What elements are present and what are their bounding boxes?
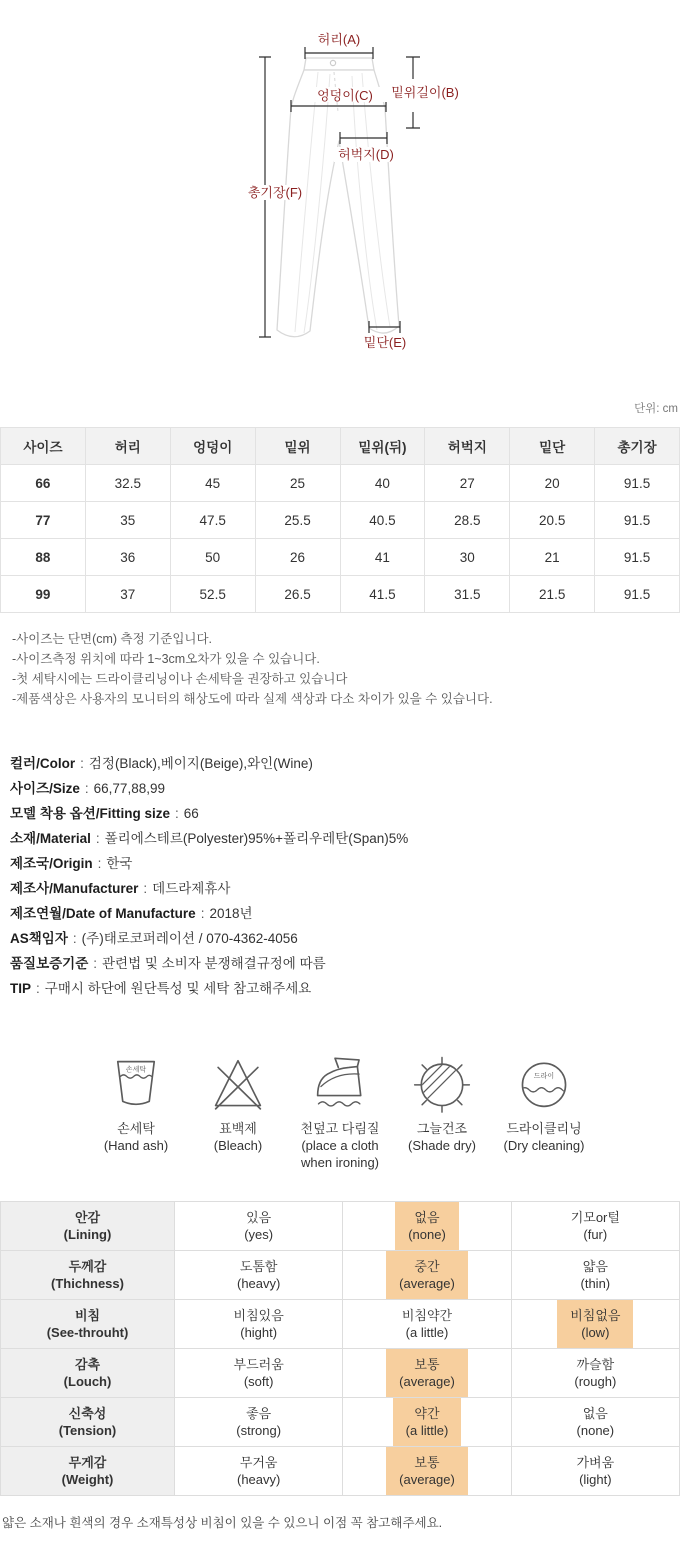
size-cell: 31.5 (425, 576, 510, 613)
size-cell: 40.5 (340, 502, 425, 539)
size-cell: 40 (340, 465, 425, 502)
size-col-header: 허벅지 (425, 428, 510, 465)
product-info-row (10, 851, 680, 876)
fabric-option: 중간 (average) (386, 1251, 468, 1299)
fabric-row-lining (1, 1202, 680, 1251)
product-info-value: 66 (183, 806, 199, 821)
product-info-separator: : (36, 981, 40, 996)
product-info-row (10, 826, 680, 851)
rise-label: 밑위길이(B) (391, 85, 459, 100)
fabric-option-cell (511, 1349, 679, 1398)
size-col-header: 허리 (85, 428, 170, 465)
product-info-row (10, 901, 680, 926)
size-col-header: 엉덩이 (170, 428, 255, 465)
size-cell: 88 (1, 539, 86, 576)
size-col-header: 밑위(뒤) (340, 428, 425, 465)
fabric-option: 부드러움 (soft) (233, 1357, 284, 1389)
product-info-separator: : (200, 906, 205, 921)
product-info-separator: : (84, 781, 89, 796)
size-cell: 50 (170, 539, 255, 576)
product-info-value: 폴리에스테르(Polyester)95%+폴리우레탄(Span)5% (104, 831, 409, 846)
hand-wash-icon-text: 손세탁 (125, 1066, 147, 1074)
product-info-value: 검정(Black),베이지(Beige),와인(Wine) (88, 756, 313, 771)
size-cell: 26 (255, 539, 340, 576)
fabric-option: 있음 (yes) (244, 1210, 274, 1242)
fabric-option: 비침약간 (a little) (401, 1308, 453, 1340)
fabric-row-header: 무게감 (Weight) (1, 1447, 175, 1496)
fabric-row-weight (1, 1447, 680, 1496)
pants-diagram-svg (0, 0, 680, 420)
size-row (1, 576, 680, 613)
size-notes (12, 629, 680, 709)
fabric-option-cell (511, 1447, 679, 1496)
fabric-option: 까슬함 (rough) (574, 1357, 617, 1389)
product-info-row (10, 751, 680, 776)
product-info-label: 제조국/Origin (10, 856, 93, 871)
note-line: -제품색상은 사용자의 모니터의 해상도에 따라 실제 색상과 다소 차이가 있을 수 있습니다. (12, 692, 493, 706)
fabric-option: 보통 (average) (386, 1349, 468, 1397)
size-col-header: 밑단 (510, 428, 595, 465)
note-line: -사이즈는 단면(cm) 측정 기준입니다. (12, 632, 213, 646)
product-info-row (10, 926, 680, 951)
product-info-label: 제조연월/Date of Manufacture (10, 906, 196, 921)
size-col-header: 사이즈 (1, 428, 86, 465)
size-cell: 99 (1, 576, 86, 613)
care-label: 드라이클리닝 (Dry cleaning) (503, 1121, 585, 1153)
fabric-option-cell (511, 1398, 679, 1447)
product-info-separator: : (80, 756, 84, 771)
product-info-separator: : (93, 956, 98, 971)
product-info-value: 66,77,88,99 (93, 781, 165, 796)
fabric-row-tension (1, 1398, 680, 1447)
fabric-row-header: 신축성 (Tension) (1, 1398, 175, 1447)
fabric-option-cell (511, 1202, 679, 1251)
care-label: 그늘건조 (Shade dry) (408, 1121, 476, 1153)
size-cell: 41 (340, 539, 425, 576)
fabric-option: 없음 (none) (576, 1406, 615, 1438)
size-table-header-row (1, 428, 680, 465)
product-info-value: 관련법 및 소비자 분쟁해결규정에 따름 (102, 956, 326, 971)
product-info (10, 751, 680, 1001)
fabric-option-cell (343, 1251, 511, 1300)
thigh-label: 허벅지(D) (338, 147, 394, 162)
fabric-row-touch (1, 1349, 680, 1398)
size-cell: 26.5 (255, 576, 340, 613)
product-info-row (10, 776, 680, 801)
fabric-option-cell (175, 1202, 343, 1251)
fabric-row-header: 비침 (See-throuht) (1, 1300, 175, 1349)
note-line: -첫 세탁시에는 드라이클리닝이나 손세탁을 권장하고 있습니다 (12, 672, 348, 686)
product-info-value: 한국 (106, 856, 133, 871)
fabric-option-cell (343, 1447, 511, 1496)
size-cell: 47.5 (170, 502, 255, 539)
product-info-label: 사이즈/Size (10, 781, 80, 796)
size-cell: 45 (170, 465, 255, 502)
product-info-label: AS책임자 (10, 931, 68, 946)
size-cell: 91.5 (595, 539, 680, 576)
note-line: -사이즈측정 위치에 따라 1~3cm오차가 있을 수 있습니다. (12, 652, 320, 666)
fabric-option: 좋음 (strong) (236, 1406, 282, 1438)
fabric-option-cell (343, 1349, 511, 1398)
fabric-option: 비침있음 (hight) (233, 1308, 284, 1340)
fabric-option-cell (175, 1300, 343, 1349)
unit-label: 단위: cm (634, 403, 678, 415)
size-cell: 20.5 (510, 502, 595, 539)
size-cell: 91.5 (595, 502, 680, 539)
fabric-option: 보통 (average) (386, 1447, 468, 1495)
fabric-option: 기모or털 (fur) (570, 1210, 620, 1242)
fabric-row-header: 감촉 (Louch) (1, 1349, 175, 1398)
size-col-header: 밑위 (255, 428, 340, 465)
care-item-shade-dry (399, 1053, 485, 1154)
size-cell: 25 (255, 465, 340, 502)
product-info-label: 품질보증기준 (10, 956, 89, 971)
size-row (1, 502, 680, 539)
fabric-option-cell (511, 1251, 679, 1300)
fabric-option: 가벼움 (light) (576, 1455, 615, 1487)
size-cell: 91.5 (595, 576, 680, 613)
hand-wash-icon (107, 1053, 165, 1115)
product-info-value: 데드라제휴사 (152, 881, 231, 896)
dry-cleaning-icon (515, 1053, 573, 1115)
size-cell: 28.5 (425, 502, 510, 539)
product-info-value: 구매시 하단에 원단특성 및 세탁 참고해주세요 (44, 981, 312, 996)
size-cell: 91.5 (595, 465, 680, 502)
fabric-option-cell (175, 1447, 343, 1496)
fabric-option-cell (343, 1398, 511, 1447)
pants-measurement-diagram (0, 0, 680, 420)
fabric-option-cell (343, 1202, 511, 1251)
size-cell: 77 (1, 502, 86, 539)
fabric-option-cell (175, 1251, 343, 1300)
size-cell: 27 (425, 465, 510, 502)
product-info-row (10, 876, 680, 901)
shade-dry-icon (413, 1053, 471, 1115)
product-info-separator: : (95, 831, 100, 846)
fabric-option: 약간 (a little) (393, 1398, 462, 1446)
care-item-iron-with-cloth (297, 1053, 383, 1171)
fabric-option-cell (511, 1300, 679, 1349)
product-info-row (10, 801, 680, 826)
size-cell: 25.5 (255, 502, 340, 539)
product-info-row (10, 976, 680, 1001)
product-info-label: 제조사/Manufacturer (10, 881, 139, 896)
care-label: 천덮고 다림질 (place a cloth when ironing) (300, 1121, 380, 1170)
size-cell: 20 (510, 465, 595, 502)
size-cell: 36 (85, 539, 170, 576)
dry-cleaning-icon-text: 드라이 (533, 1073, 555, 1081)
size-cell: 30 (425, 539, 510, 576)
care-label: 표백제 (Bleach) (213, 1121, 263, 1153)
iron-with-cloth-icon (311, 1053, 369, 1115)
size-row (1, 539, 680, 576)
size-cell: 35 (85, 502, 170, 539)
size-cell: 21 (510, 539, 595, 576)
product-info-separator: : (143, 881, 148, 896)
size-cell: 21.5 (510, 576, 595, 613)
size-col-header: 총기장 (595, 428, 680, 465)
fabric-option-cell (175, 1349, 343, 1398)
size-cell: 52.5 (170, 576, 255, 613)
bottom-note: 얇은 소재나 흰색의 경우 소재특성상 비침이 있을 수 있으니 이점 꼭 참고해주세요. (2, 1516, 443, 1530)
product-info-label: 소재/Material (10, 831, 91, 846)
product-info-label: TIP (10, 981, 32, 996)
fabric-row-header: 두께감 (Thichness) (1, 1251, 175, 1300)
product-info-separator: : (72, 931, 77, 946)
size-table (0, 427, 680, 613)
fabric-option: 없음 (none) (395, 1202, 459, 1250)
care-instructions (0, 1053, 680, 1171)
length-label: 총기장(F) (247, 185, 303, 200)
product-info-value: 2018년 (209, 906, 253, 921)
fabric-option: 도톰함 (heavy) (236, 1259, 281, 1291)
care-label: 손세탁 (Hand ash) (103, 1121, 169, 1153)
size-cell: 66 (1, 465, 86, 502)
fabric-table (0, 1201, 680, 1496)
size-cell: 41.5 (340, 576, 425, 613)
fabric-row-thickness (1, 1251, 680, 1300)
care-item-no-bleach (195, 1053, 281, 1154)
fabric-option: 얇음 (thin) (580, 1259, 611, 1291)
fabric-option-cell (343, 1300, 511, 1349)
hem-label: 밑단(E) (363, 335, 407, 350)
fabric-option: 무거움 (heavy) (236, 1455, 281, 1487)
size-row (1, 465, 680, 502)
fabric-option-cell (175, 1398, 343, 1447)
fabric-option: 비침없음 (low) (557, 1300, 633, 1348)
fabric-row-header: 안감 (Lining) (1, 1202, 175, 1251)
size-cell: 32.5 (85, 465, 170, 502)
product-info-row (10, 951, 680, 976)
size-cell: 37 (85, 576, 170, 613)
product-info-value: (주)태로코퍼레이션 / 070-4362-4056 (81, 931, 298, 946)
hip-label: 엉덩이(C) (317, 88, 373, 103)
product-info-separator: : (97, 856, 102, 871)
product-info-label: 모델 착용 옵션/Fitting size (10, 806, 170, 821)
waist-label: 허리(A) (317, 32, 361, 47)
fabric-row-see-through (1, 1300, 680, 1349)
product-info-separator: : (175, 806, 179, 821)
product-info-label: 컬러/Color (10, 756, 76, 771)
no-bleach-icon (209, 1053, 267, 1115)
waist-measure-line (305, 47, 373, 59)
care-item-dry-cleaning (501, 1053, 587, 1154)
care-item-hand-wash (93, 1053, 179, 1154)
